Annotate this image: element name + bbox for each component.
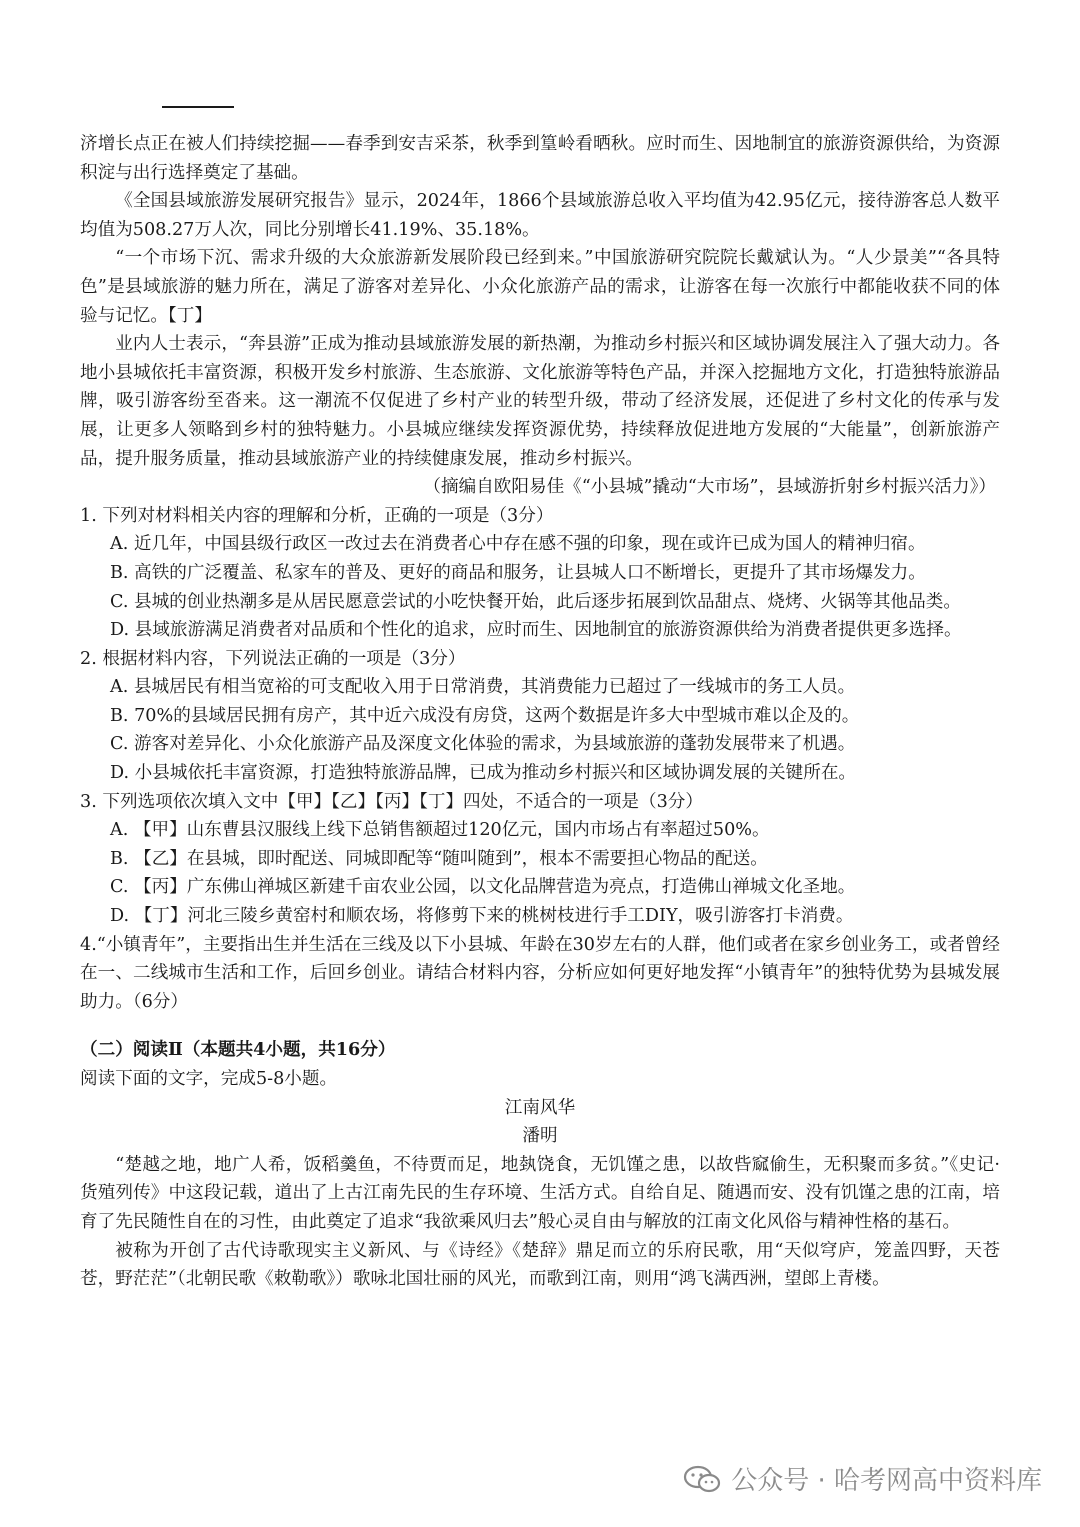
question-option: D. 县域旅游满足消费者对品质和个性化的追求，应时而生、因地制宜的旅游资源供给为消费者提供更多选择。 <box>110 620 962 641</box>
question-option: A. 近几年，中国县级行政区一改过去在消费者心中存在感不强的印象，现在或许已成为国人的精神归宿。 <box>110 534 926 555</box>
question-3 <box>80 788 1000 931</box>
top-divider <box>162 106 234 108</box>
watermark <box>683 1460 1042 1497</box>
question-option: D. 【丁】河北三陵乡黄窑村和顺农场，将修剪下来的桃树枝进行手工DIY，吸引游客打卡消费。 <box>110 906 854 927</box>
question-option: B. 【乙】在县城，即时配送、同城即配等“随叫随到”，根本不需要担心物品的配送。 <box>110 848 768 869</box>
question-stem: 1. 下列对材料相关内容的理解和分析，正确的一项是（3分） <box>80 505 554 526</box>
question-stem: 3. 下列选项依次填入文中【甲】【乙】【丙】【丁】四处，不适合的一项是（3分） <box>80 791 703 812</box>
question-option: B. 高铁的广泛覆盖、私家车的普及、更好的商品和服务，让县城人口不断增长，更提升了其市场爆发力。 <box>110 562 926 583</box>
article-paragraph: 被称为开创了古代诗歌现实主义新风、与《诗经》《楚辞》鼎足而立的乐府民歌，用“天似穹庐，笼盖四野，天苍苍，野茫茫”（北朝民歌《敕勒歌》）歌咏北国壮丽的风光，而歌到江南，则用“鸿飞满西洲，望郎上青楼。 <box>80 1240 1000 1290</box>
article-paragraph: 业内人士表示，“奔县游”正成为推动县域旅游发展的新热潮，为推动乡村振兴和区域协调发展注入了强大动力。各地小县城依托丰富资源，积极开发乡村旅游、生态旅游、文化旅游等特色产品，并深入挖掘地方文化，打造独特旅游品牌，吸引游客纷至沓来。这一潮流不仅促进了乡村产业的转型升级，带动了经济发展，还促进了乡村文化的传承与发展，让更多人领略到乡村的独特魅力。小县城应继续发挥资源优势，持续释放促进地方发展的“大能量”，创新旅游产品，提升服务质量，推动县域旅游产业的持续健康发展，推动乡村振兴。 <box>80 334 1000 469</box>
article-author: 潘明 <box>522 1126 558 1147</box>
question-stem: 2. 根据材料内容，下列说法正确的一项是（3分） <box>80 648 466 669</box>
question-option: C. 游客对差异化、小众化旅游产品及深度文化体验的需求，为县域旅游的蓬勃发展带来了机遇。 <box>110 734 856 755</box>
question-option: A. 县城居民有相当宽裕的可支配收入用于日常消费，其消费能力已超过了一线城市的务工人员。 <box>110 677 856 698</box>
question-4 <box>80 931 1000 1017</box>
question-stem: 4.“小镇青年”，主要指出生并生活在三线及以下小县城、年龄在30岁左右的人群，他们或者在家乡创业务工，或者曾经在一、二线城市生活和工作，后回乡创业。请结合材料内容，分析应如何更好地发挥“小镇青年”的独特优势为县城发展助力。（6分） <box>80 934 1000 1012</box>
question-option: B. 70%的县域居民拥有房产，其中近六成没有房贷，这两个数据是许多大中型城市难以企及的。 <box>110 705 860 726</box>
article-paragraph: 《全国县域旅游发展研究报告》显示，2024年，1866个县域旅游总收入平均值为42.95亿元，接待游客总人数平均值为508.27万人次，同比分别增长41.19%、35.18%。 <box>80 191 1000 240</box>
exam-content <box>80 130 1000 1294</box>
article-source: （摘编自欧阳易佳《“小县城”撬动“大市场”，县域游折射乡村振兴活力》） <box>423 477 996 498</box>
section-heading: （二）阅读Ⅱ（本题共4小题，共16分） <box>80 1039 396 1061</box>
wechat-official-account-icon <box>683 1464 721 1494</box>
question-1 <box>80 502 1000 645</box>
article-paragraph: “楚越之地，地广人希，饭稻羹鱼，不待贾而足，地埶饶食，无饥馑之患，以故呰窳偷生，无积聚而多贫。”《史记·货殖列传》中这段记载，道出了上古江南先民的生存环境、生活方式。自给自足、随遇而安、没有饥馑之患的江南，培育了先民随性自在的习性，由此奠定了追求“我欲乘风归去”般心灵自由与解放的江南文化风俗与精神性格的基石。 <box>80 1154 1000 1232</box>
watermark-text: 公众号 · 哈考网高中资料库 <box>731 1466 1042 1496</box>
article-paragraph: “一个市场下沉、需求升级的大众旅游新发展阶段已经到来。”中国旅游研究院院长戴斌认为。“人少景美”“各具特色”是县域旅游的魅力所在，满足了游客对差异化、小众化旅游产品的需求，让游客在每一次旅行中都能收获不同的体验与记忆。【丁】 <box>80 248 1000 326</box>
question-2 <box>80 645 1000 788</box>
article-title: 江南风华 <box>504 1097 576 1118</box>
section-instruction: 阅读下面的文字，完成5-8小题。 <box>80 1069 338 1089</box>
question-option: C. 县城的创业热潮多是从居民愿意尝试的小吃快餐开始，此后逐步拓展到饮品甜点、烧烤、火锅等其他品类。 <box>110 591 961 612</box>
article-paragraph: 济增长点正在被人们持续挖掘——春季到安吉采茶，秋季到篁岭看晒秋。应时而生、因地制宜的旅游资源供给，为资源积淀与出行选择奠定了基础。 <box>80 134 1000 183</box>
question-option: C. 【丙】广东佛山禅城区新建千亩农业公园，以文化品牌营造为亮点，打造佛山禅城文化圣地。 <box>110 877 856 898</box>
question-option: A. 【甲】山东曹县汉服线上线下总销售额超过120亿元，国内市场占有率超过50%。 <box>110 820 770 841</box>
question-option: D. 小县城依托丰富资源，打造独特旅游品牌，已成为推动乡村振兴和区域协调发展的关键所在。 <box>110 763 857 784</box>
